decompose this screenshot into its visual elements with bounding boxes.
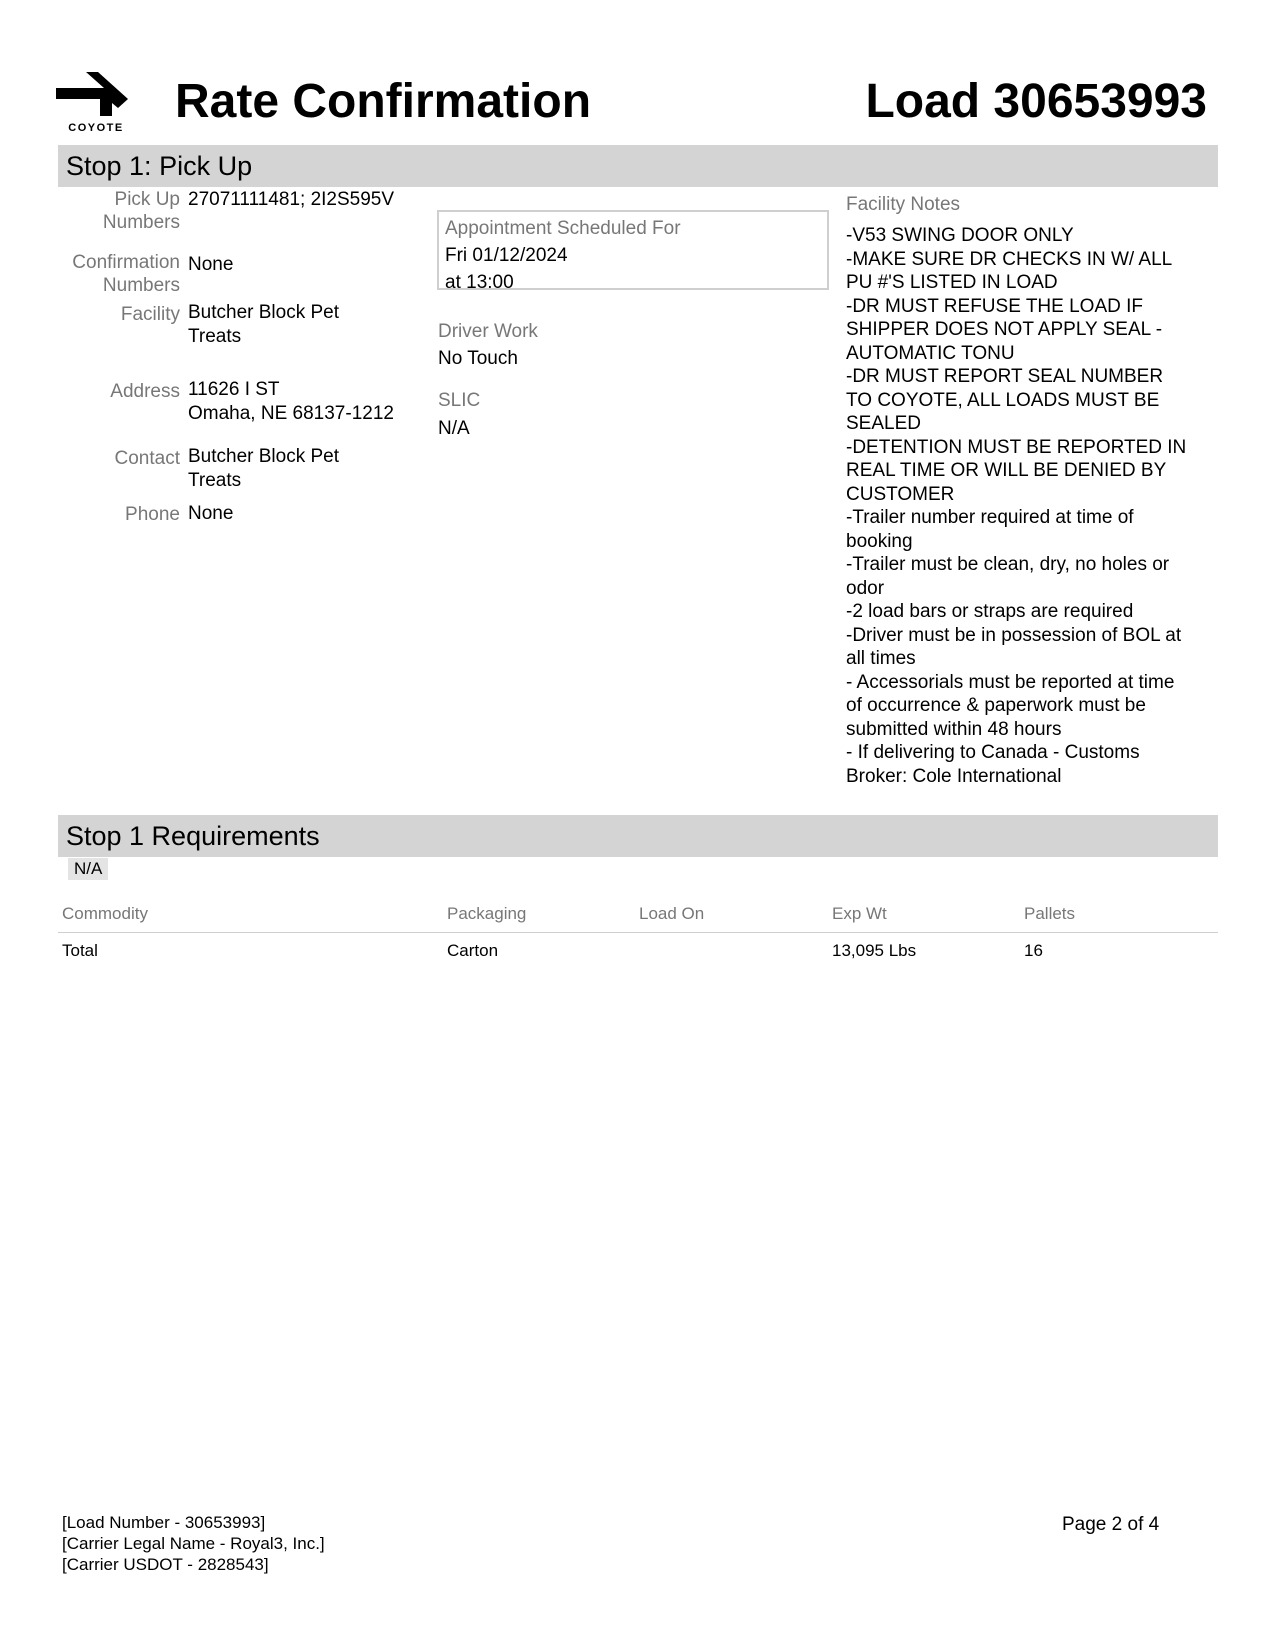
appointment-date: Fri 01/12/2024: [445, 245, 568, 266]
driver-work-value: No Touch: [438, 348, 518, 369]
pallets-header: Pallets: [1020, 900, 1218, 933]
facility-note-line: AUTOMATIC TONU: [846, 342, 1015, 364]
packaging-cell: Carton: [447, 941, 499, 960]
commodity-table: [58, 900, 1218, 969]
facility-note-line: TO COYOTE, ALL LOADS MUST BE: [846, 389, 1160, 411]
facility-note-line: -Trailer number required at time of: [846, 507, 1134, 528]
facility-note-line: -V53 SWING DOOR ONLY: [846, 225, 1074, 246]
phone-value: None: [188, 503, 234, 524]
facility-note-line: -Driver must be in possession of BOL at: [846, 624, 1182, 646]
contact-label: Contact: [114, 448, 180, 469]
table-header-row: [58, 900, 1218, 933]
exp-wt-cell: 13,095 Lbs: [832, 941, 917, 960]
facility-note-line: -DR MUST REPORT SEAL NUMBER: [846, 366, 1164, 387]
facility-notes: [846, 224, 1218, 788]
facility-note-line: odor: [846, 577, 885, 599]
facility-note-line: - If delivering to Canada - Customs: [846, 742, 1140, 763]
facility-note-line: CUSTOMER: [846, 483, 955, 505]
facility-value: Butcher Block Pet Treats: [188, 302, 340, 347]
logo-wordmark: COYOTE: [68, 122, 124, 134]
table-row: [58, 933, 1218, 970]
slic-label: SLIC: [438, 390, 481, 411]
facility-note-line: -Trailer must be clean, dry, no holes or: [846, 554, 1170, 575]
facility-note-line: -MAKE SURE DR CHECKS IN W/ ALL: [846, 248, 1173, 270]
facility-notes-label: Facility Notes: [846, 194, 961, 215]
facility-note-line: all times: [846, 648, 916, 669]
address-value: 11626 I ST Omaha, NE 68137-1212: [188, 379, 394, 424]
exp-wt-header: Exp Wt: [828, 900, 1020, 933]
pickup-numbers-value: 27071111481; 2I2S595V: [188, 189, 395, 210]
facility-note-line: -2 load bars or straps are required: [846, 601, 1134, 622]
load-on-cell: [635, 933, 828, 970]
facility-note-line: -DR MUST REFUSE THE LOAD IF: [846, 295, 1143, 317]
confirmation-numbers-value: None: [188, 254, 234, 275]
load-on-header: Load On: [635, 900, 828, 933]
facility-note-line: - Accessorials must be reported at time: [846, 671, 1175, 693]
facility-note-line: PU #'S LISTED IN LOAD: [846, 272, 1058, 293]
facility-label: Facility: [120, 304, 180, 325]
footer-carrier-name: [Carrier Legal Name - Royal3, Inc.]: [62, 1534, 325, 1553]
stop-section-header: Stop 1: Pick Up: [58, 145, 1218, 187]
facility-note-line: Broker: Cole International: [846, 765, 1062, 787]
appointment-label: Appointment Scheduled For: [445, 218, 681, 239]
document-title: Rate Confirmation: [175, 75, 592, 128]
facility-note-line: REAL TIME OR WILL BE DENIED BY: [846, 460, 1167, 481]
facility-note-line: -DETENTION MUST BE REPORTED IN: [846, 436, 1187, 458]
page-number: Page 2 of 4: [1062, 1514, 1160, 1535]
load-number-title: Load 30653993: [865, 75, 1207, 128]
facility-note-line: SEALED: [846, 413, 921, 434]
footer-carrier-info: [62, 1512, 325, 1575]
slic-value: N/A: [438, 418, 470, 439]
coyote-logo-icon: [56, 72, 136, 122]
footer-load-number: [Load Number - 30653993]: [62, 1513, 266, 1532]
coyote-logo: [56, 72, 136, 134]
facility-note-line: SHIPPER DOES NOT APPLY SEAL -: [846, 319, 1163, 340]
requirements-value: N/A: [68, 858, 108, 880]
packaging-header: Packaging: [443, 900, 635, 933]
requirements-section-header: Stop 1 Requirements: [58, 815, 1218, 857]
pallets-cell: 16: [1024, 941, 1043, 960]
facility-note-line: of occurrence & paperwork must be: [846, 695, 1146, 716]
appointment-time: at 13:00: [445, 272, 514, 293]
commodity-cell: Total: [62, 941, 98, 960]
confirmation-numbers-label: Confirmation Numbers: [72, 252, 180, 296]
footer-usdot: [Carrier USDOT - 2828543]: [62, 1555, 269, 1574]
appointment-box: [437, 210, 829, 293]
phone-label: Phone: [125, 504, 180, 525]
commodity-header: Commodity: [58, 900, 443, 933]
contact-value: Butcher Block Pet Treats: [188, 446, 340, 491]
driver-work-label: Driver Work: [438, 321, 538, 342]
facility-note-line: submitted within 48 hours: [846, 718, 1062, 740]
facility-note-line: booking: [846, 530, 913, 552]
address-label: Address: [110, 381, 180, 402]
pickup-numbers-label: Pick Up Numbers: [102, 189, 180, 233]
